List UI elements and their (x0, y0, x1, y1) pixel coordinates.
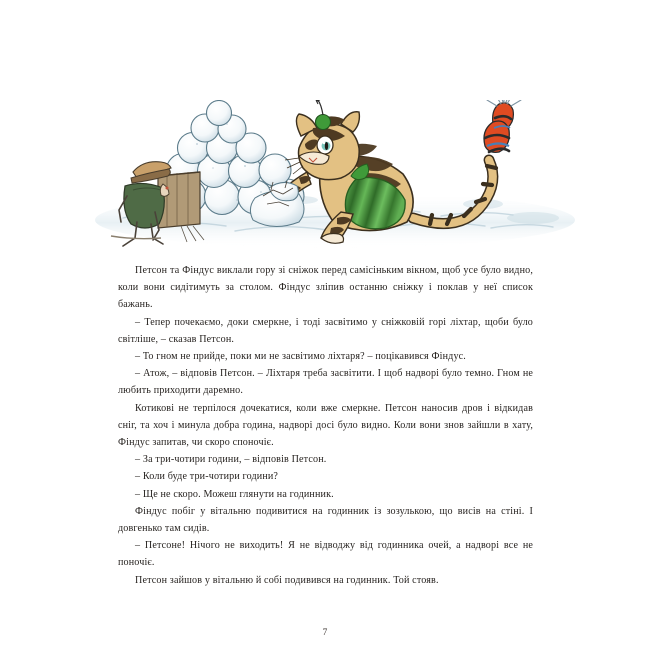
paragraph: Петсон та Фіндус виклали гору зі сніжок перед самісіньким вікном, щоб усе було видно, коли вони сидітимуть за столом. Фіндус зліпив останню сніжку і поклав у неї список бажань. (118, 265, 533, 311)
body-text (118, 262, 533, 589)
paragraph: – Петсоне! Нічого не виходить! Я не відводжу від годинника очей, а надворі все не поночіє. (118, 540, 533, 569)
paragraph: – Коли буде три-чотири години? (135, 471, 279, 483)
chapter-illustration (85, 100, 575, 250)
paragraph: – Тепер почекаємо, доки смеркне, і тоді засвітимо у сніжковій горі ліхтар, щоби було світліше, – сказав Петсон. (118, 316, 533, 345)
striped-lantern (484, 100, 521, 152)
paragraph: – За три-чотири години, – відповів Петсон. (135, 454, 327, 466)
page-number: 7 (322, 628, 328, 638)
paragraph: Фіндус побіг у вітальню подивитися на годинник із зозулькою, що висів на стіні. І довгенько там сидів. (118, 505, 533, 535)
paragraph: – Атож, – відповів Петсон. – Ліхтаря треба засвітити. І щоб надворі було темно. Гном не любить приходити даремно. (118, 368, 533, 397)
paragraph: Котикові не терпілося дочекатися, коли вже смеркне. Петсон наносив дров і відкидав сніг, та хоч і минула добра година, надворі досі було видно. Коли вони знов зайшли в хату, Фіндус запитав, чи скоро споночіє. (118, 402, 533, 449)
paragraph: – То гном не прийде, поки ми не засвітимо ліхтаря? – поцікавився Фіндус. (135, 351, 466, 363)
paragraph: – Ще не скоро. Можеш глянути на годинник. (135, 488, 334, 500)
paragraph: Петсон зайшов у вітальню й собі подивився на годинник. Той стояв. (135, 574, 439, 586)
